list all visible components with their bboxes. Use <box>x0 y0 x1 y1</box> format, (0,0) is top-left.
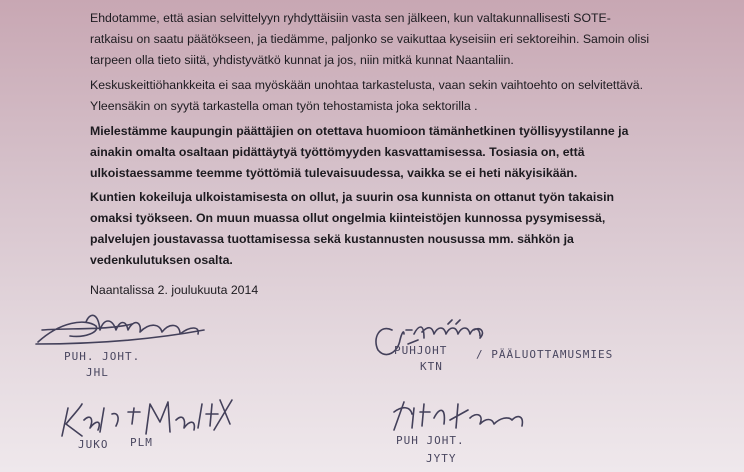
signature-role: PUH JOHT. <box>396 434 465 447</box>
signature-ktn <box>376 320 613 373</box>
paragraph-employment: Mielestämme kaupungin päättäjien on otettava huomioon tämänhetkinen työllisyystilanne ja ainakin omalta osaltaan pidättäytyä työttömyyden kasvattamisessa. Tosiasia on, että ulkoistaessamme teemme työttömiä tulevaisuudessa, vaikka se ei heti näkyisikään. <box>90 124 629 180</box>
dateline: Naantalissa 2. joulukuuta 2014 <box>90 283 259 297</box>
signature-title: / PÄÄLUOTTAMUSMIES <box>476 348 614 361</box>
signature-org: PLM <box>130 436 153 449</box>
signature-role: PUHJOHT <box>394 344 448 357</box>
signature-juko-plm <box>62 400 232 451</box>
signature-jhl <box>36 315 204 379</box>
paragraph-outsourcing-experience: Kuntien kokeiluja ulkoistamisesta on ollut, ja suurin osa kunnista on ottanut työn takaisin omaksi työkseen. On muun muassa ollut ongelmia kiinteistöjen kunnossa pysymisessä, palvelujen joustavassa tuottamisessa sekä kustannusten nousussa mm. sähkön ja vedenkulutuksen osalta. <box>90 190 615 267</box>
signature-role: JUKO <box>78 438 109 451</box>
signature-scribble <box>62 404 140 436</box>
signature-scribble <box>394 402 522 430</box>
signature-jyty <box>394 402 522 465</box>
signature-scribble <box>36 315 204 344</box>
paragraph-sote: Ehdotamme, että asian selvittelyyn ryhdyttäisiin vasta sen jälkeen, kun valtakunnallisesti SOTE-ratkaisu on saatu päätökseen, ja tiedämme, paljonko se vaikuttaa kyseisiin eri sektoreihin. Samoin olisi tarpeen olla tieto siitä, yhdistyvätkö kunnat ja jos, niin mitkä kunnat Naantaliin. <box>90 11 650 67</box>
signature-org: JHL <box>86 366 109 379</box>
paragraph-central-kitchen: Keskuskeittiöhankkeita ei saa myöskään unohtaa tarkastelusta, vaan sekin vaihtoehto on selvitettävä. Yleensäkin on syytä tarkastella oman työn tehostamista joka sektorilla . <box>90 78 644 113</box>
signature-scribble <box>146 400 232 434</box>
signature-org: JYTY <box>426 452 457 465</box>
signature-org: KTN <box>420 360 443 373</box>
signature-role: PUH. JOHT. <box>64 350 141 363</box>
